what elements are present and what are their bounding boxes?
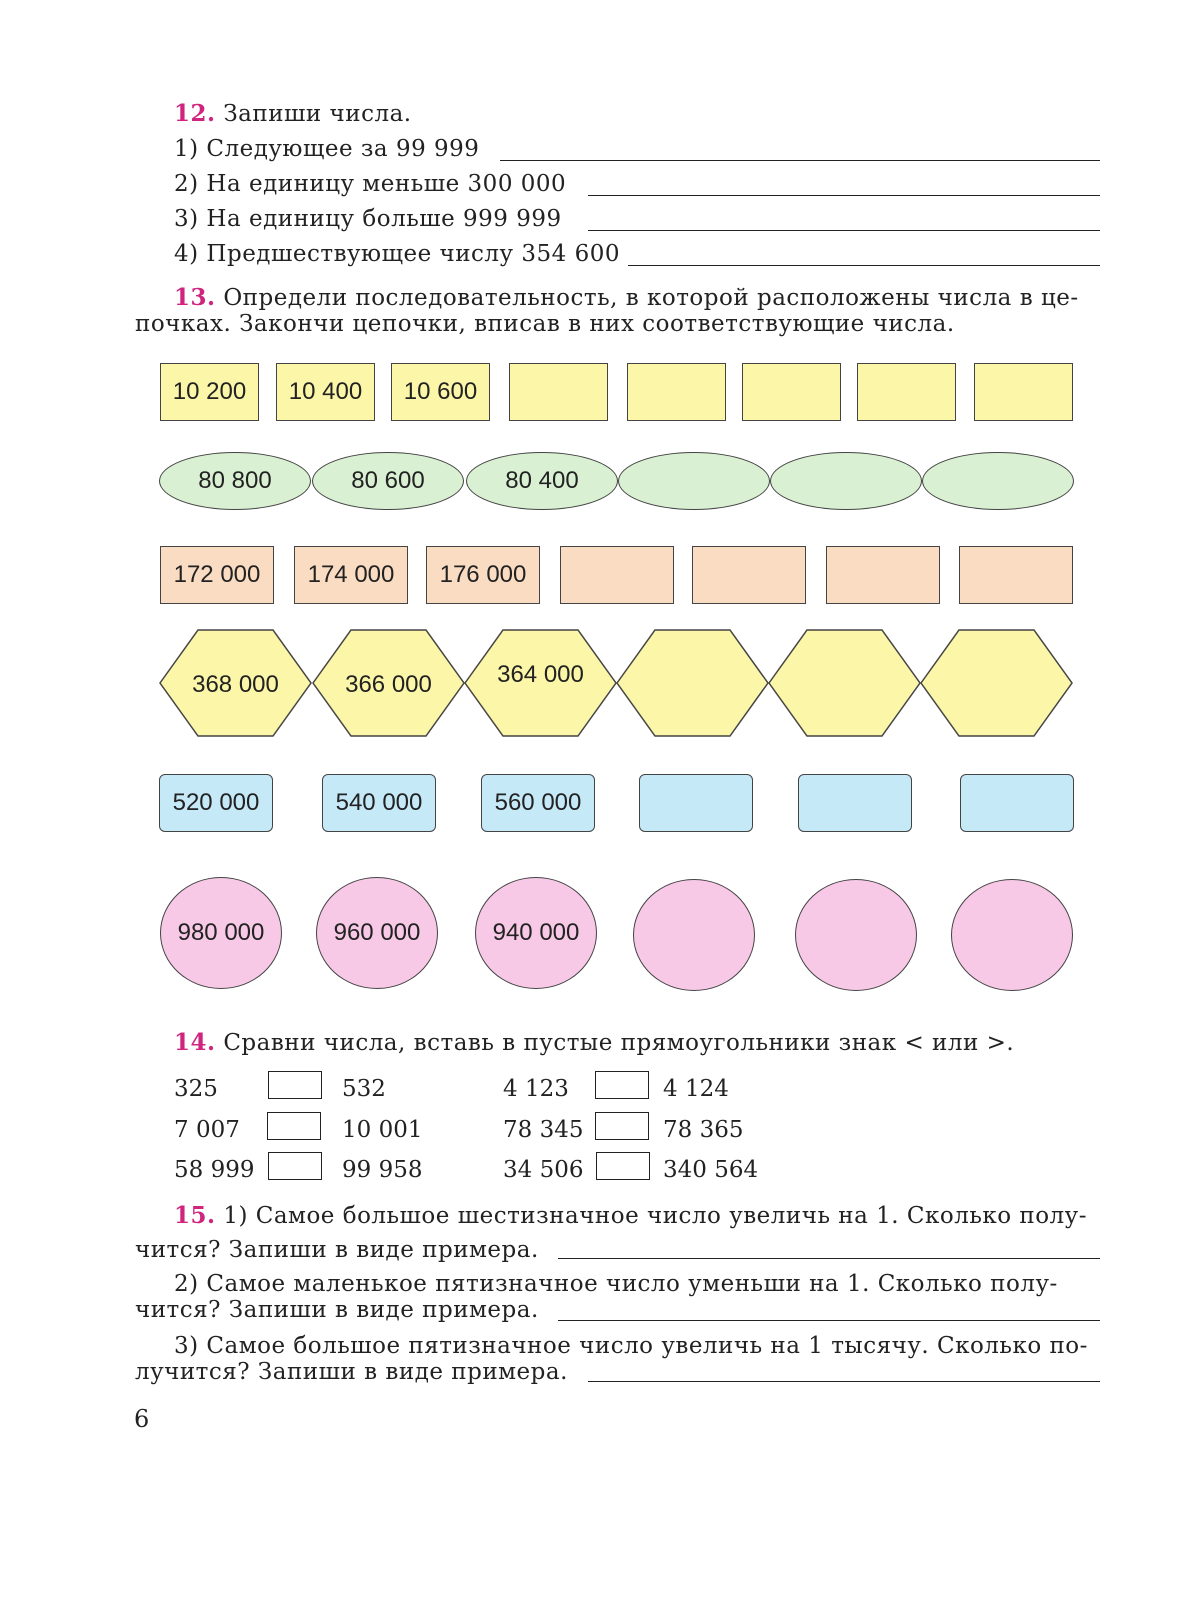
exercise-text-line-2: почках. Закончи цепочки, вписав в них соответствующие числа. <box>135 311 955 337</box>
chain-cell: 540 000 <box>322 774 436 832</box>
chain-cell-empty[interactable] <box>633 879 755 991</box>
ex12-item-2: 2) На единицу меньше 300 000 <box>174 171 567 197</box>
chain-cell: 10 200 <box>160 363 259 421</box>
answer-line[interactable] <box>500 160 1100 161</box>
compare-left-number: 4 123 <box>503 1076 569 1102</box>
compare-left-number: 325 <box>174 1076 218 1102</box>
answer-line[interactable] <box>628 265 1100 266</box>
answer-line[interactable] <box>558 1320 1100 1321</box>
chain-cell-empty[interactable] <box>959 546 1073 604</box>
exercise-number: 14. <box>174 1029 216 1056</box>
chain-cell-empty[interactable] <box>692 546 806 604</box>
answer-line[interactable] <box>588 1381 1100 1382</box>
ex12-item-4: 4) Предшествующее числу 354 600 <box>174 241 620 267</box>
ex15-item-1-line-1: 1) Самое большое шестизначное число увеличь на 1. Сколько полу- <box>223 1203 1087 1229</box>
compare-sign-box[interactable] <box>595 1112 649 1140</box>
chain-cell: 80 600 <box>312 452 464 510</box>
chain-cell-empty[interactable] <box>509 363 608 421</box>
chain-cell-empty[interactable] <box>920 629 1073 737</box>
answer-line[interactable] <box>558 1258 1100 1259</box>
ex15-item-2-line-2: чится? Запиши в виде примера. <box>135 1297 539 1323</box>
chain-cell-empty[interactable] <box>951 879 1073 991</box>
chain-cell: 560 000 <box>481 774 595 832</box>
exercise-title: Сравни числа, вставь в пустые прямоугольники знак < или >. <box>223 1030 1015 1056</box>
compare-right-number: 10 001 <box>342 1117 423 1143</box>
exercise-number: 15. <box>174 1202 216 1229</box>
chain-cell: 960 000 <box>316 877 438 989</box>
compare-left-number: 34 506 <box>503 1157 584 1183</box>
compare-right-number: 4 124 <box>663 1076 729 1102</box>
ex15-item-3-line-2: лучится? Запиши в виде примера. <box>135 1359 568 1385</box>
chain-cell: 940 000 <box>475 877 597 989</box>
compare-sign-box[interactable] <box>595 1071 649 1099</box>
ex15-item-2-line-1: 2) Самое маленькое пятизначное число уменьши на 1. Сколько полу- <box>174 1271 1058 1297</box>
chain-cell-empty[interactable] <box>795 879 917 991</box>
compare-right-number: 532 <box>342 1076 386 1102</box>
exercise-14-heading <box>174 1029 1014 1056</box>
chain-cell-empty[interactable] <box>560 546 674 604</box>
chain-cell: 176 000 <box>426 546 540 604</box>
chain-cell-empty[interactable] <box>960 774 1074 832</box>
answer-line[interactable] <box>588 195 1100 196</box>
compare-sign-box[interactable] <box>267 1112 321 1140</box>
chain-cell-empty[interactable] <box>639 774 753 832</box>
exercise-15-heading <box>174 1202 1087 1229</box>
answer-line[interactable] <box>588 230 1100 231</box>
chain-cell: 980 000 <box>160 877 282 989</box>
compare-sign-box[interactable] <box>596 1152 650 1180</box>
chain-cell: 80 800 <box>159 452 311 510</box>
chain-cell-empty[interactable] <box>616 629 769 737</box>
compare-left-number: 58 999 <box>174 1157 255 1183</box>
chain-cell-empty[interactable] <box>974 363 1073 421</box>
chain-cell-empty[interactable] <box>857 363 956 421</box>
chain-cell-empty[interactable] <box>798 774 912 832</box>
ex12-item-1: 1) Следующее за 99 999 <box>174 136 480 162</box>
chain-cell: 368 000 <box>159 629 312 737</box>
ex15-item-3-line-1: 3) Самое большое пятизначное число увеличь на 1 тысячу. Сколько по- <box>174 1333 1088 1359</box>
chain-cell: 366 000 <box>312 629 465 737</box>
chain-cell-empty[interactable] <box>768 629 921 737</box>
chain-cell-empty[interactable] <box>627 363 726 421</box>
chain-cell: 174 000 <box>294 546 408 604</box>
ex12-item-3: 3) На единицу больше 999 999 <box>174 206 562 232</box>
chain-cell: 80 400 <box>466 452 618 510</box>
compare-sign-box[interactable] <box>268 1071 322 1099</box>
exercise-12-heading <box>174 100 412 127</box>
chain-cell: 172 000 <box>160 546 274 604</box>
chain-cell: 10 400 <box>276 363 375 421</box>
chain-cell: 364 000 <box>464 629 617 737</box>
compare-left-number: 78 345 <box>503 1117 584 1143</box>
compare-sign-box[interactable] <box>268 1152 322 1180</box>
exercise-number: 13. <box>174 284 216 311</box>
chain-cell-empty[interactable] <box>922 452 1074 510</box>
exercise-title: Запиши числа. <box>223 101 412 127</box>
chain-cell: 520 000 <box>159 774 273 832</box>
chain-cell-empty[interactable] <box>742 363 841 421</box>
ex15-item-1-line-2: чится? Запиши в виде примера. <box>135 1237 539 1263</box>
chain-cell-empty[interactable] <box>770 452 922 510</box>
exercise-number: 12. <box>174 100 216 127</box>
chain-cell: 10 600 <box>391 363 490 421</box>
compare-right-number: 99 958 <box>342 1157 423 1183</box>
compare-right-number: 340 564 <box>663 1157 759 1183</box>
compare-left-number: 7 007 <box>174 1117 240 1143</box>
exercise-text-line-1: Определи последовательность, в которой расположены числа в це- <box>223 285 1079 311</box>
compare-right-number: 78 365 <box>663 1117 744 1143</box>
chain-cell-empty[interactable] <box>618 452 770 510</box>
chain-cell-empty[interactable] <box>826 546 940 604</box>
page-number: 6 <box>134 1405 150 1433</box>
exercise-13-heading <box>174 284 1079 311</box>
